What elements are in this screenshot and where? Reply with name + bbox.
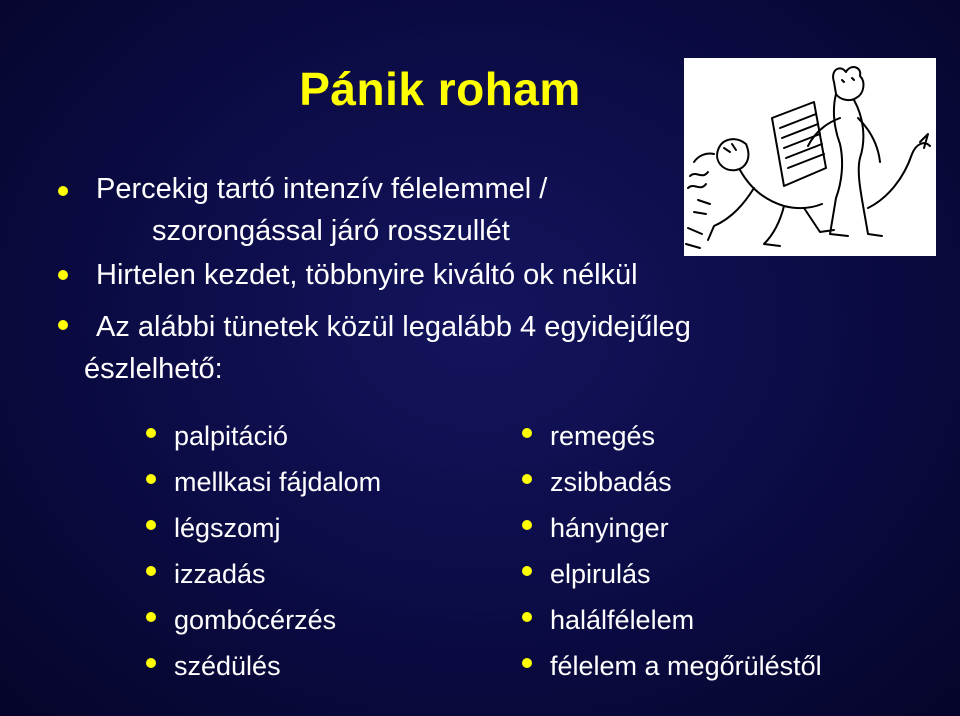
symptom-left: mellkasi fájdalom: [174, 467, 382, 497]
symptom-marker: [522, 474, 532, 484]
symptom-marker: [146, 566, 156, 576]
symptom-right: remegés: [550, 421, 656, 451]
symptom-marker: [146, 428, 156, 438]
slide-title: Pánik roham: [299, 63, 581, 115]
symptom-left: légszomj: [174, 513, 281, 543]
bullet-2: Hirtelen kezdet, többnyire kiváltó ok nélkül: [96, 259, 638, 291]
bullet-marker: [58, 270, 68, 280]
symptom-marker: [522, 612, 532, 622]
symptom-marker: [146, 612, 156, 622]
symptom-right: halálfélelem: [550, 605, 695, 635]
symptom-marker: [522, 428, 532, 438]
symptom-right: félelem a megőrüléstől: [550, 651, 822, 681]
symptom-marker: [522, 658, 532, 668]
symptom-left: izzadás: [174, 559, 266, 589]
symptom-marker: [522, 566, 532, 576]
bullet-3-line-2: észlelhető:: [84, 353, 223, 385]
symptom-right: zsibbadás: [550, 467, 672, 497]
symptom-right: elpirulás: [550, 559, 651, 589]
cartoon-illustration: [684, 58, 936, 256]
bullet-marker: [58, 320, 68, 330]
symptom-marker: [146, 520, 156, 530]
symptom-left: gombócérzés: [174, 605, 337, 635]
symptom-marker: [522, 520, 532, 530]
symptom-right: hányinger: [550, 513, 669, 543]
symptom-marker: [146, 474, 156, 484]
bullet-1-line-1: Percekig tartó intenzív félelemmel /: [96, 173, 548, 205]
symptom-left: szédülés: [174, 651, 281, 681]
symptom-marker: [146, 658, 156, 668]
bullet-1-line-2: szorongással járó rosszullét: [152, 215, 510, 247]
symptom-left: palpitáció: [174, 421, 289, 451]
cartoon-sketch-icon: [684, 58, 936, 256]
bullet-marker: [58, 186, 68, 196]
bullet-3-line-1: Az alábbi tünetek közül legalább 4 egyidejűleg: [96, 311, 691, 343]
